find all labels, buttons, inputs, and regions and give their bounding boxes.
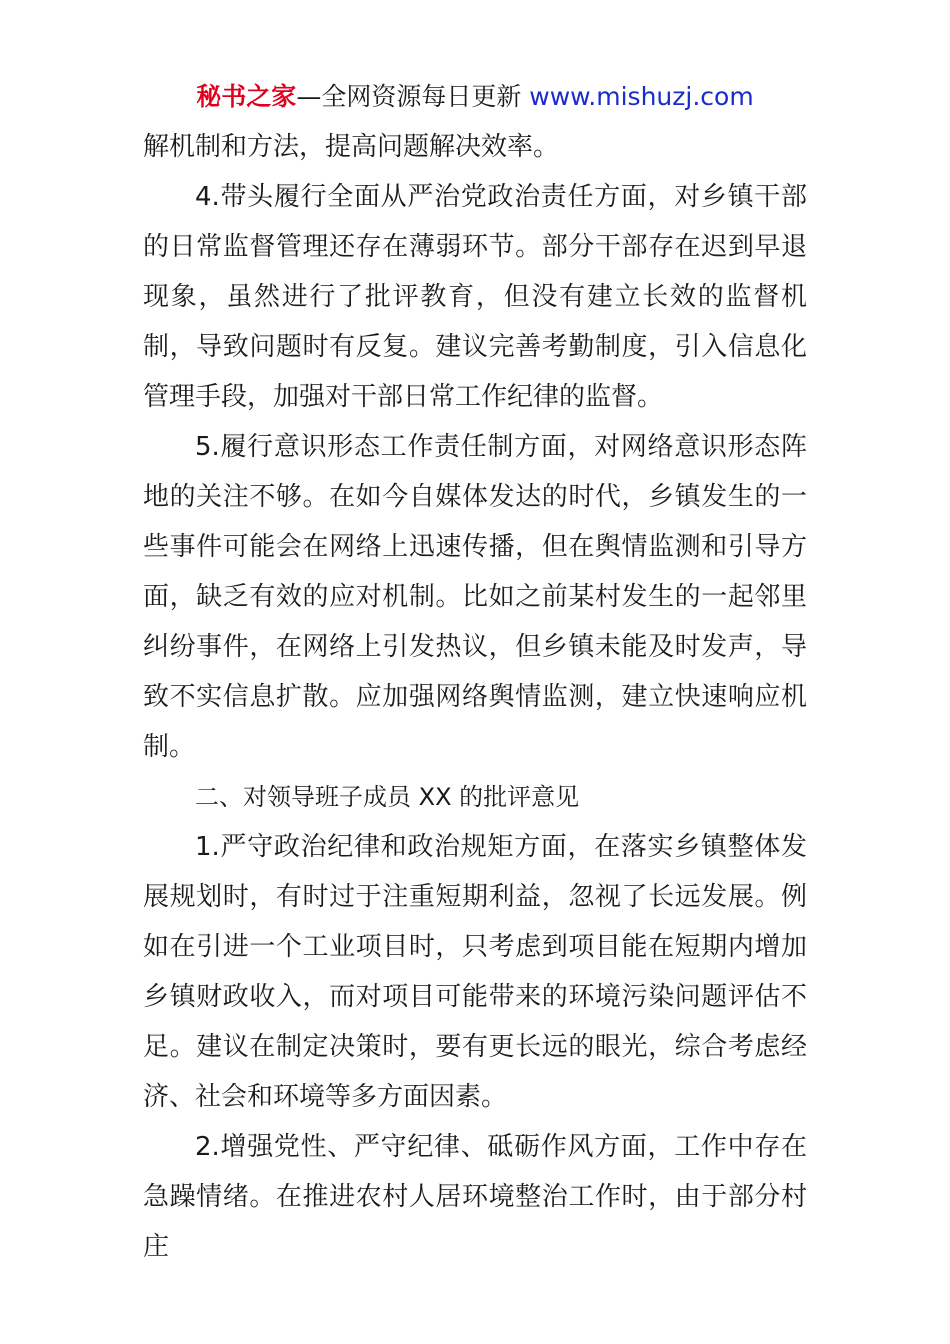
brand-name: 秘书之家 (196, 82, 297, 111)
paragraph-item-2: 2.增强党性、严守纪律、砥砺作风方面，工作中存在急躁情绪。在推进农村人居环境整治工作时，由于部分村庄 (143, 1132, 807, 1262)
site-url: www.mishuzj.com (529, 82, 754, 111)
paragraph-item-4: 4.带头履行全面从严治党政治责任方面，对乡镇干部的日常监督管理还存在薄弱环节。部分干部存在迟到早退现象，虽然进行了批评教育，但没有建立长效的监督机制，导致问题时有反复。建议完善考勤制度，引入信息化管理手段，加强对干部日常工作纪律的监督。 (143, 182, 807, 412)
paragraph-continuation: 解机制和方法，提高问题解决效率。 (143, 132, 560, 162)
header-tagline: —全网资源每日更新 (296, 82, 530, 111)
paragraph-item-1: 1.严守政治纪律和政治规矩方面，在落实乡镇整体发展规划时，有时过于注重短期利益，忽视了长远发展。例如在引进一个工业项目时，只考虑到项目能在短期内增加乡镇财政收入，而对项目可能带来的环境污染问题评估不足。建议在制定决策时，要有更长远的眼光，综合考虑经济、社会和环境等多方面因素。 (143, 832, 807, 1112)
document-body (143, 122, 807, 1272)
page-header (0, 80, 950, 114)
paragraph-item-5: 5.履行意识形态工作责任制方面，对网络意识形态阵地的关注不够。在如今自媒体发达的时代，乡镇发生的一些事件可能会在网络上迅速传播，但在舆情监测和引导方面，缺乏有效的应对机制。比如之前某村发生的一起邻里纠纷事件，在网络上引发热议，但乡镇未能及时发声，导致不实信息扩散。应加强网络舆情监测，建立快速响应机制。 (143, 432, 807, 762)
section-heading: 二、对领导班子成员 XX 的批评意见 (195, 783, 580, 811)
